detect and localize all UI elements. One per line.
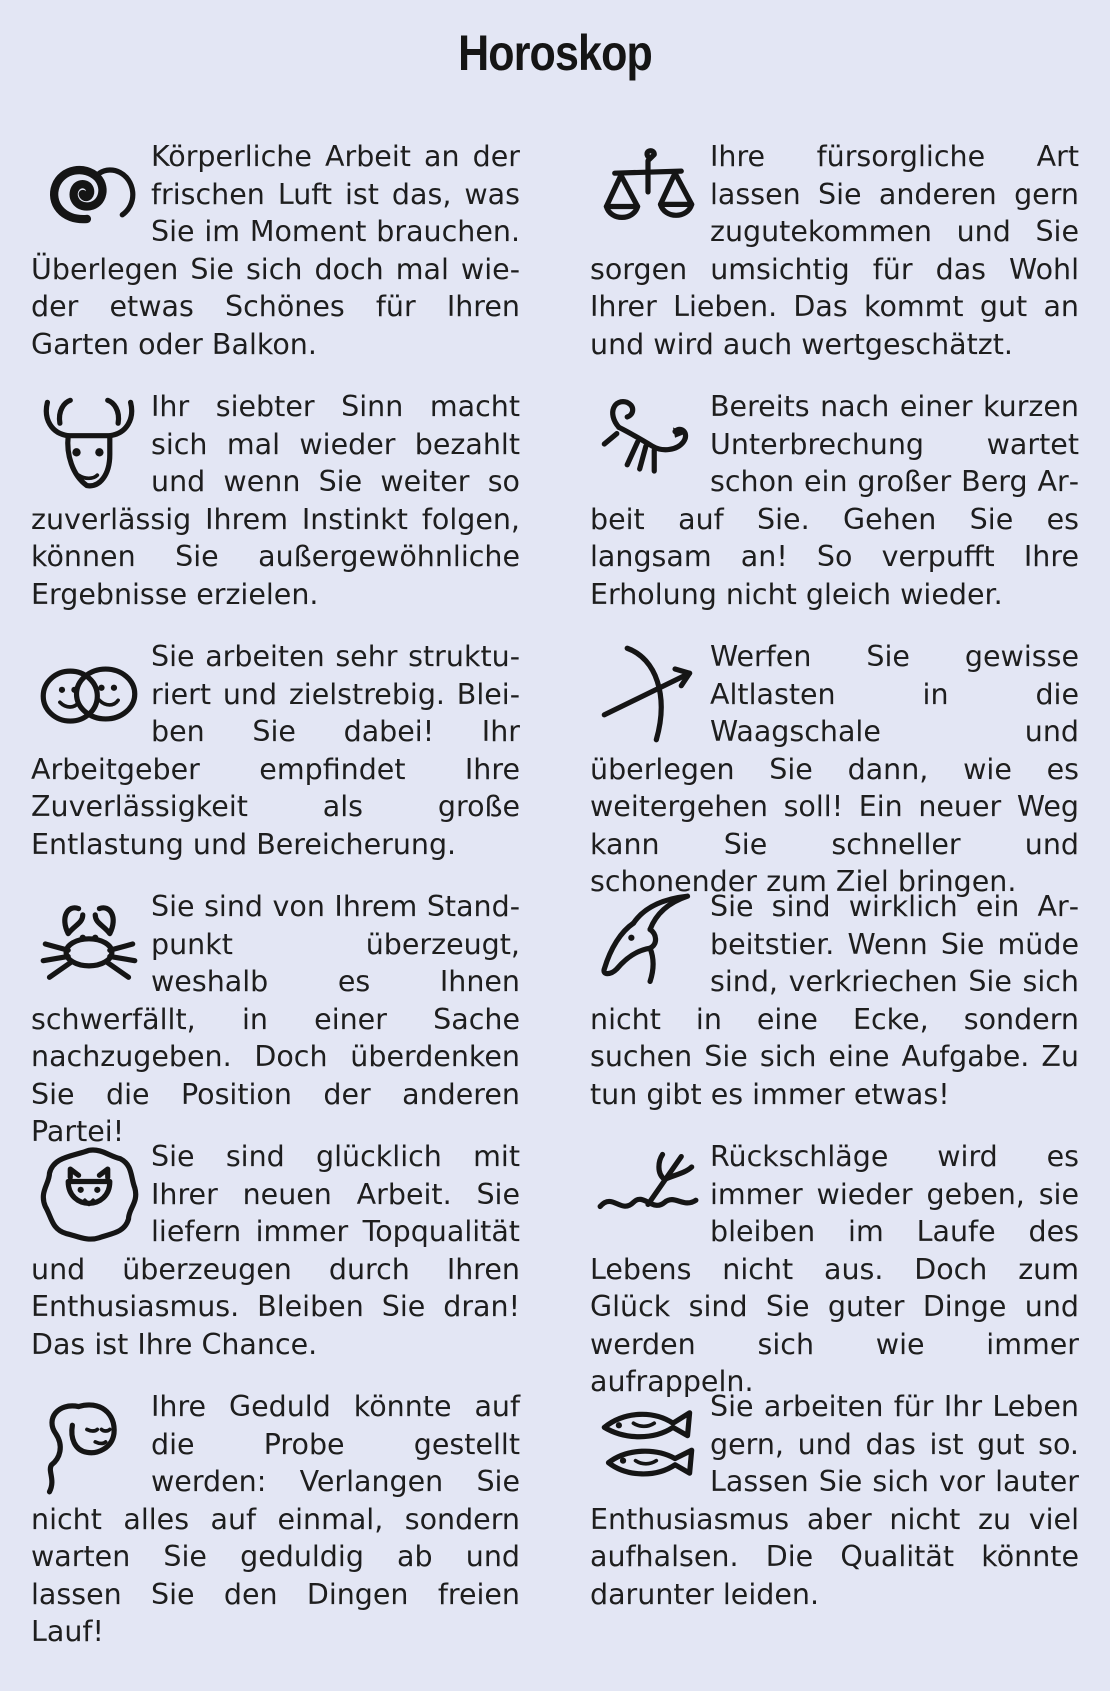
horoscope-entry-cancer xyxy=(31,888,520,1148)
entry-text: Körperliche Arbeit an der frischen Luft ist das, was Sie im Moment brauchen. Überlegen Sie sich doch mal wieder etwas Schönes für Ihren Garten oder Balkon. xyxy=(31,140,520,361)
scorpio-icon xyxy=(590,388,706,500)
aries-icon xyxy=(31,138,147,250)
horoscope-entry-taurus xyxy=(31,388,520,638)
entry-text: Bereits nach einer kurzen Unterbrechung wartet schon ein großer Berg Arbeit auf Sie. Gehen Sie es langsam an! So verpufft Ihre Erholung nicht gleich wieder. xyxy=(590,390,1079,611)
horoscope-entry-libra xyxy=(590,138,1079,388)
entry-text: Rückschläge wird es immer wieder geben, sie bleiben im Laufe des Lebens nicht aus. Doch zum Glück sind Sie guter Dinge und werden sich wie immer aufrappeln. xyxy=(590,1140,1079,1398)
horoscope-entry-virgo xyxy=(31,1388,520,1648)
taurus-icon xyxy=(31,388,147,500)
entry-text: Sie sind glücklich mit Ihrer neuen Arbeit. Sie liefern immer Topqualität und überzeugen durch Ihren Enthusiasmus. Bleiben Sie dran! Das ist Ihre Chance. xyxy=(31,1140,520,1361)
horoscope-entry-leo xyxy=(31,1138,520,1388)
capricorn-icon xyxy=(590,888,706,1000)
entry-text: Ihre Geduld könnte auf die Probe gestellt werden: Verlangen Sie nicht alles auf einmal, sondern warten Sie geduldig ab und lassen Sie den Dingen freien Lauf! xyxy=(31,1390,520,1648)
cancer-icon xyxy=(31,888,147,1000)
entry-text: Sie arbeiten sehr strukturiert und zielstrebig. Bleiben Sie dabei! Ihr Arbeitgeber empfindet Ihre Zuverlässigkeit als große Entlastung und Bereicherung. xyxy=(31,640,520,861)
horoscope-entry-sagittarius xyxy=(590,638,1079,898)
libra-icon xyxy=(590,138,706,250)
aquarius-icon xyxy=(590,1138,706,1250)
entry-text: Ihr siebter Sinn macht sich mal wieder bezahlt und wenn Sie weiter so zuverlässig Ihrem Instinkt folgen, können Sie außergewöhnliche Ergebnisse erzielen. xyxy=(31,390,520,611)
virgo-icon xyxy=(31,1388,147,1500)
entry-text: Sie sind von Ihrem Standpunkt überzeugt, weshalb es Ihnen schwerfällt, in einer Sache nachzugeben. Doch überdenken Sie die Position der anderen Partei! xyxy=(31,890,520,1148)
entry-text: Werfen Sie gewisse Altlasten in die Waagschale und überlegen Sie dann, wie es weitergehen soll! Ein neuer Weg kann Sie schneller und schonender zum Ziel bringen. xyxy=(590,640,1079,898)
right-column xyxy=(590,138,1079,1638)
horoscope-entry-gemini xyxy=(31,638,520,888)
left-column xyxy=(31,138,520,1648)
horoscope-entry-aquarius xyxy=(590,1138,1079,1398)
gemini-icon xyxy=(31,638,147,750)
pisces-icon xyxy=(590,1388,706,1500)
leo-icon xyxy=(31,1138,147,1250)
horoscope-entry-pisces xyxy=(590,1388,1079,1638)
horoscope-entry-scorpio xyxy=(590,388,1079,638)
entry-text: Sie sind wirklich ein Arbeitstier. Wenn Sie müde sind, verkriechen Sie sich nicht in eine Ecke, sondern suchen Sie sich eine Aufgabe. Zu tun gibt es immer etwas! xyxy=(590,890,1079,1111)
entry-text: Sie arbeiten für Ihr Leben gern, und das ist gut so. Lassen Sie sich vor lauter Enthusiasmus aber nicht zu viel aufhalsen. Die Qualität könnte darunter leiden. xyxy=(590,1390,1079,1611)
horoscope-entry-aries xyxy=(31,138,520,388)
horoscope-entry-capricorn xyxy=(590,888,1079,1138)
page-title: Horoskop xyxy=(458,25,652,81)
entry-text: Ihre fürsorgliche Art lassen Sie anderen gern zugutekommen und Sie sorgen umsichtig für das Wohl Ihrer Lieben. Das kommt gut an und wird auch wertgeschätzt. xyxy=(590,140,1079,361)
sagittarius-icon xyxy=(590,638,706,750)
